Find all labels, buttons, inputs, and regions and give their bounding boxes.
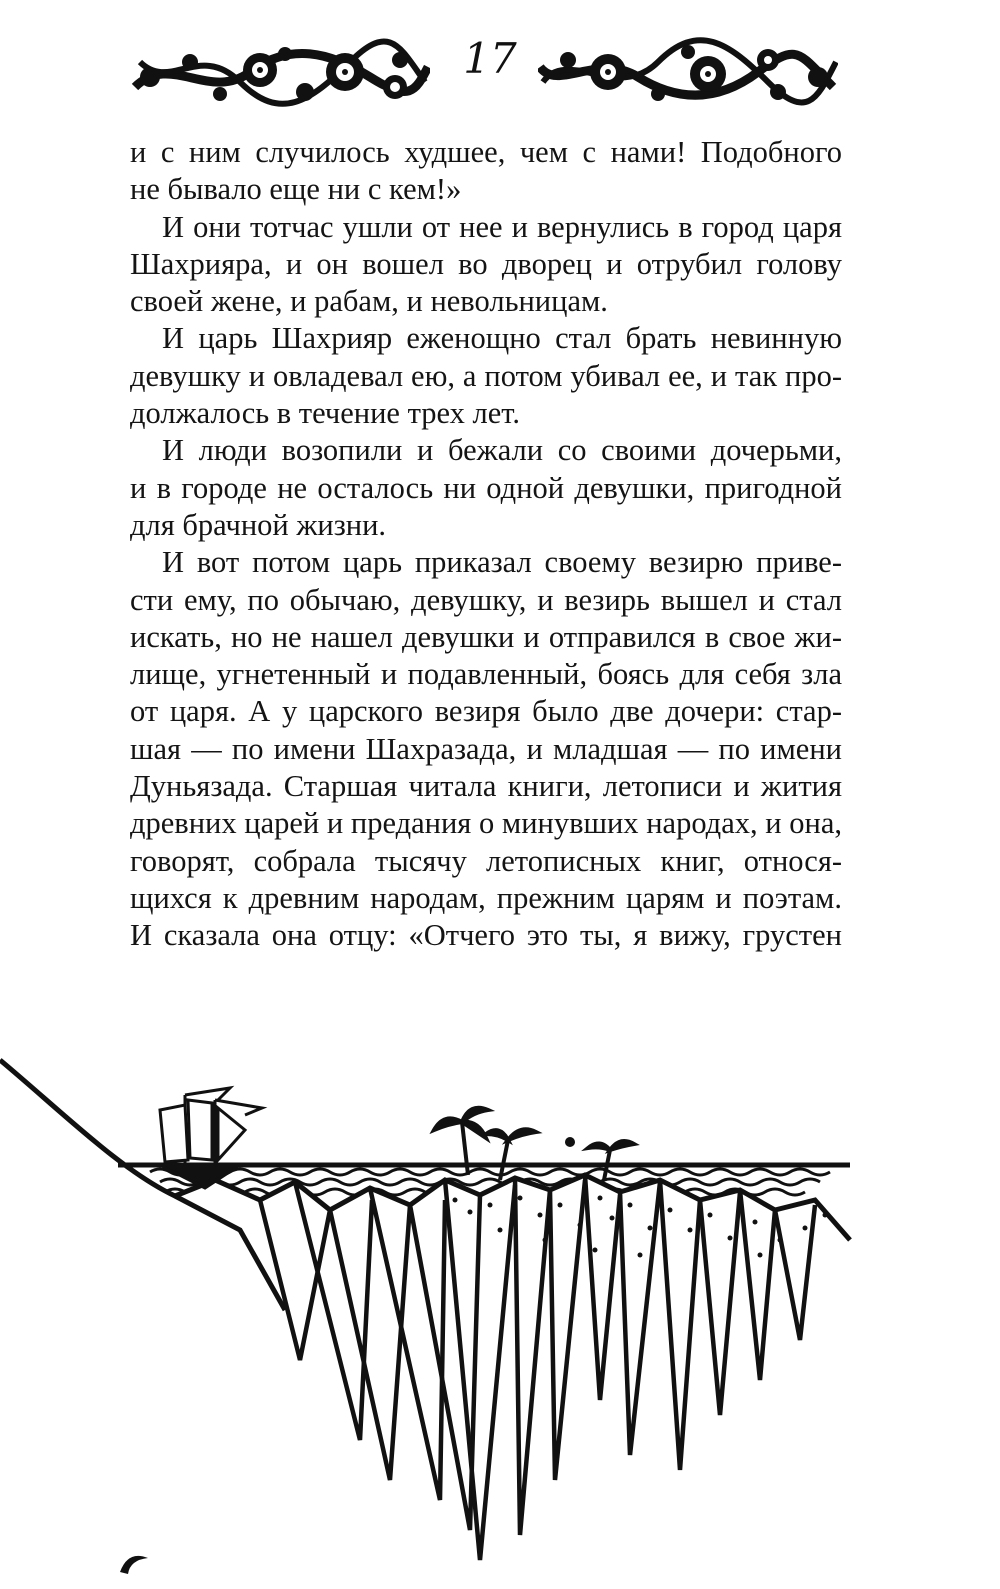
text-line: должалось в течение трех лет. (130, 396, 520, 431)
text-line: для брачной жизни. (130, 507, 387, 542)
cliff-strokes (260, 1175, 815, 1560)
body-text (130, 134, 842, 955)
text-line: И царь Шахрияр еженощно стал брать невинную (162, 321, 842, 356)
text-line: говорят, собрала тысячу летописных книг, относя- (130, 843, 842, 878)
text-line: И вот потом царь приказал своему везирю приве- (162, 545, 842, 580)
text-line: девушку и овладевал ею, а потом убивал ее, и так про- (130, 358, 842, 393)
page-number: 17 (463, 34, 517, 83)
text-line: своей жене, и рабам, и невольницам. (130, 284, 608, 319)
text-line: Дуньязада. Старшая читала книги, летописи и жития (130, 769, 842, 804)
text-line: искать, но не нашел девушки и отправился в свое жи- (130, 619, 842, 654)
text-line: древних царей и предания о минувших народах, и она, (130, 806, 842, 841)
floral-ornament-right-icon (538, 32, 838, 112)
floral-ornament-left-icon (130, 32, 430, 112)
text-line: не бывало еще ни с кем!» (130, 172, 462, 207)
text-line: шая — по имени Шахразада, и младшая — по имени (130, 731, 842, 766)
text-line: от царя. А у царского везиря было две дочери: стар- (130, 694, 842, 729)
sailing-ship-icon (160, 1088, 262, 1188)
page-header (130, 18, 850, 113)
curve-line (0, 1060, 285, 1310)
ship-and-island-icon (0, 1040, 1000, 1589)
text-line: И сказала она отцу: «Отчего это ты, я вижу, грустен (130, 918, 842, 953)
text-line: И они тотчас ушли от нее и вернулись в город царя (162, 209, 842, 244)
text-line: сти ему, по обычаю, девушку, и везирь вышел и стал (130, 582, 842, 617)
text-line: Шахрияра, и он вошел во дворец и отрубил голову (130, 246, 842, 281)
corner-mark (120, 1556, 148, 1574)
text-line: лище, угнетенный и подавленный, боясь для себя зла (130, 657, 842, 692)
text-line: щихся к древним народам, прежним царям и поэтам. (130, 880, 842, 915)
text-line: и с ним случилось худшее, чем с нами! Подобного (130, 135, 842, 169)
text-line: И люди возопили и бежали со своими дочерьми, (162, 433, 842, 468)
text-line: и в городе не осталось ни одной девушки, пригодной (130, 470, 842, 505)
